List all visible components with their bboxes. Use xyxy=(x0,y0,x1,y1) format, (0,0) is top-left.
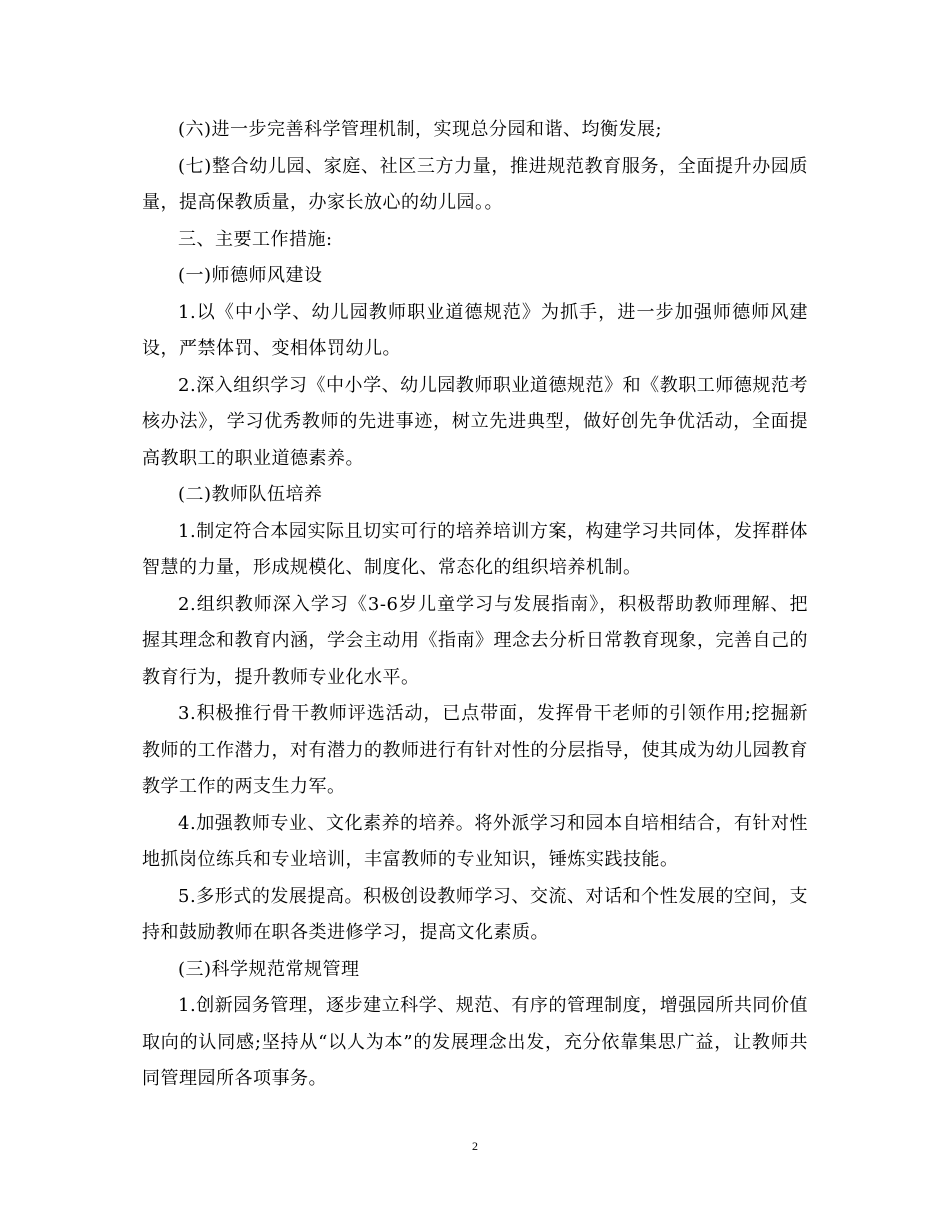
paragraph-training-4: 4.加强教师专业、文化素养的培养。将外派学习和园本自培相结合，有针对性地抓岗位练兵和专业培训，丰富教师的专业知识，锤炼实践技能。 xyxy=(142,812,808,870)
section-heading-measures: 三、主要工作措施: xyxy=(178,228,333,250)
paragraph-ethics-1: 1.以《中小学、幼儿园教师职业道德规范》为抓手，进一步加强师德师风建设，严禁体罚、变相体罚幼儿。 xyxy=(142,301,808,359)
paragraph-ethics-2: 2.深入组织学习《中小学、幼儿园教师职业道德规范》和《教职工师德规范考核办法》，学习优秀教师的先进事迹，树立先进典型，做好创先争优活动，全面提高教职工的职业道德素养。 xyxy=(142,374,808,469)
paragraph-goal-6: (六)进一步完善科学管理机制，实现总分园和谐、均衡发展; xyxy=(178,119,663,140)
paragraph-goal-7: (七)整合幼儿园、家庭、社区三方力量，推进规范教育服务，全面提升办园质量，提高保教质量，办家长放心的幼儿园。。 xyxy=(142,155,808,213)
paragraph-training-1: 1.制定符合本园实际且切实可行的培养培训方案，构建学习共同体，发挥群体智慧的力量，形成规模化、制度化、常态化的组织培养机制。 xyxy=(142,520,808,578)
document-body xyxy=(142,112,808,1098)
paragraph-training-5: 5.多形式的发展提高。积极创设教师学习、交流、对话和个性发展的空间，支持和鼓励教师在职各类进修学习，提高文化素质。 xyxy=(142,885,808,943)
subheading-teacher-training: (二)教师队伍培养 xyxy=(178,484,323,505)
paragraph-management-1: 1.创新园务管理，逐步建立科学、规范、有序的管理制度，增强园所共同价值取向的认同感;坚持从“以人为本”的发展理念出发，充分依靠集思广益，让教师共同管理园所各项事务。 xyxy=(142,995,808,1089)
subheading-management: (三)科学规范常规管理 xyxy=(178,958,360,980)
paragraph-training-2: 2.组织教师深入学习《3-6岁儿童学习与发展指南》，积极帮助教师理解、把握其理念和教育内涵，学会主动用《指南》理念去分析日常教育现象，完善自己的教育行为，提升教师专业化水平。 xyxy=(142,593,808,688)
paragraph-training-3: 3.积极推行骨干教师评选活动，已点带面，发挥骨干老师的引领作用;挖掘新教师的工作潜力，对有潜力的教师进行有针对性的分层指导，使其成为幼儿园教育教学工作的两支生力军。 xyxy=(142,703,808,797)
page-number: 2 xyxy=(472,1139,478,1153)
subheading-ethics: (一)师德师风建设 xyxy=(178,265,323,286)
